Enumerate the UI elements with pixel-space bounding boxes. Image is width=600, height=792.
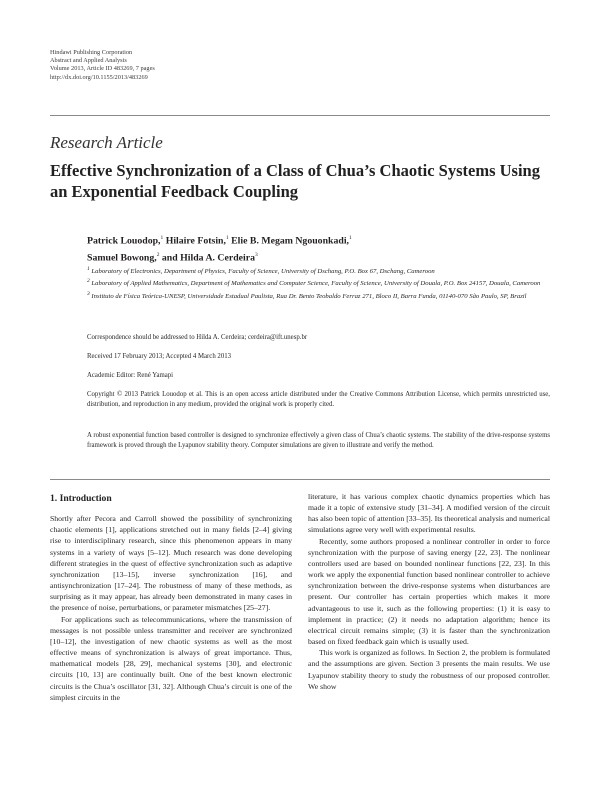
author-name: Hilaire Fotsin, (165, 235, 226, 247)
affiliations (87, 265, 550, 302)
journal-line: Abstract and Applied Analysis (50, 57, 127, 65)
journal-header (50, 49, 155, 82)
divider (50, 115, 550, 116)
doi-link[interactable]: http://dx.doi.org/10.1155/2013/483269 (50, 73, 148, 81)
correspondence: Correspondence should be addressed to Hilda A. Cerdeira; cerdeira@ift.unesp.br (87, 334, 308, 341)
copyright-notice: Copyright © 2013 Patrick Louodop et al. This is an open access article distributed under the Creative Commons Attribution License, which permits unrestricted use, distribution, and reproduction in any medium, provided the original work is properly cited. (87, 391, 550, 408)
paragraph: Recently, some authors proposed a nonlinear controller in order to force synchronization with the purpose of saving energy [22, 23]. The nonlinear controllers used are based on bounded nonlinear functions [22, 23]. In this work we apply the exponential function based nonlinear controller to achieve synchronization between the drive-response systems when disturbances are present. Our controller has certain properties which makes it more advantageous to use it, such as the following properties: (1) it is easy to implement in practice; (2) it needs no adaptation algorithm; hence its electrical circuit remains simple; (3) it is faster than the synchronization based on fixed feedback gain which is usually used. (308, 536, 550, 647)
academic-editor: Academic Editor: René Yamapi (87, 372, 174, 379)
affiliation: $^3$ Instituto de Física Teórica-UNESP, Universidade Estadual Paulista, Rua Dr. Bento Teobaldo Ferraz 271, Bloco II, Barra Funda, 01140-070 São Paulo, SP, Brazil (87, 290, 527, 301)
author-name: Patrick Louodop, (87, 235, 161, 247)
paper-title: Effective Synchronization of a Class of Chua’s Chaotic Systems Using an Exponential Feedback Coupling (50, 161, 540, 201)
paragraph: Shortly after Pecora and Carroll showed the possibility of synchronizing chaotic elements [1], applications stretched out in many fields [2–4] giving rise to interdisciplinary research, since this phenomenon appears in many systems in a variety of ways [5–12]. Much research was done developing different strategies in the quest of effective synchronization such as adaptive synchronization [13–15], inverse synchronization [16], and antisynchronization [17–24]. The robustness of many of these methods, as surprising as it may appear, has already been demonstrated in many cases in the presence of noise, perturbations, or parameter mismatches [25–27]. (50, 514, 292, 613)
paragraph: For applications such as telecommunications, where the transmission of messages is not possible unless transmitter and receiver are synchronized [10–12], the investigation of new chaotic systems as well as the most effective means of synchronization is always of great importance. Thus, mathematical models [28, 29], mechanical systems [30], and electronic circuits [10, 13] are continually built. One of the best known electronic circuits is the Chua’s oscillator [31, 32]. Although Chua’s circuit is one of the simplest circuits in the (50, 614, 292, 702)
right-column (308, 491, 550, 692)
left-column (50, 493, 292, 703)
section-heading: 1. Introduction (50, 493, 112, 504)
divider (50, 479, 550, 480)
received-dates: Received 17 February 2013; Accepted 4 March 2013 (87, 353, 232, 360)
volume-line: Volume 2013, Article ID 483269, 7 pages (50, 65, 155, 73)
abstract: A robust exponential function based controller is designed to synchronize effectively a given class of Chua’s chaotic systems. The stability of the drive-response systems framework is proved through the Lyapunov stability theory. Computer simulations are given to illustrate and verify the method. (87, 432, 550, 449)
affiliation: $^2$ Laboratory of Applied Mathematics, Department of Mathematics and Computer Science, Faculty of Science, University of Douala, P.O. Box 24157, Douala, Cameroon (87, 278, 541, 288)
paragraph: literature, it has various complex chaotic dynamics properties which has made it a topic of extensive study [31–34]. A modified version of the circuit has also been topic of attention [33–35]. Its theoretical analysis and numerical simulations agree very well with experimental results. (308, 492, 550, 535)
author-name: and Hilda A. Cerdeira (161, 252, 255, 264)
author-name: Elie B. Megam Ngouonkadi, (231, 235, 349, 247)
author-list: Patrick Louodop,$^1$ Hilaire Fotsin,$^1$ Elie B. Megam Ngouonkadi,$^1$ Samuel Bowong,$^2$ and Hilda A. Cerdeira$^3$ (87, 235, 352, 264)
publisher-line: Hindawi Publishing Corporation (50, 49, 133, 56)
paragraph: This work is organized as follows. In Section 2, the problem is formulated and the assumptions are given. Section 3 presents the main results. We use Lyapunov stability theory to study the robustness of our proposed controller. We show (308, 648, 550, 691)
author-name: Samuel Bowong, (87, 252, 157, 264)
article-type: Research Article (50, 133, 163, 152)
affiliation: $^1$ Laboratory of Electronics, Department of Physics, Faculty of Science, University of Dschang, P.O. Box 67, Dschang, Cameroon (87, 266, 435, 276)
